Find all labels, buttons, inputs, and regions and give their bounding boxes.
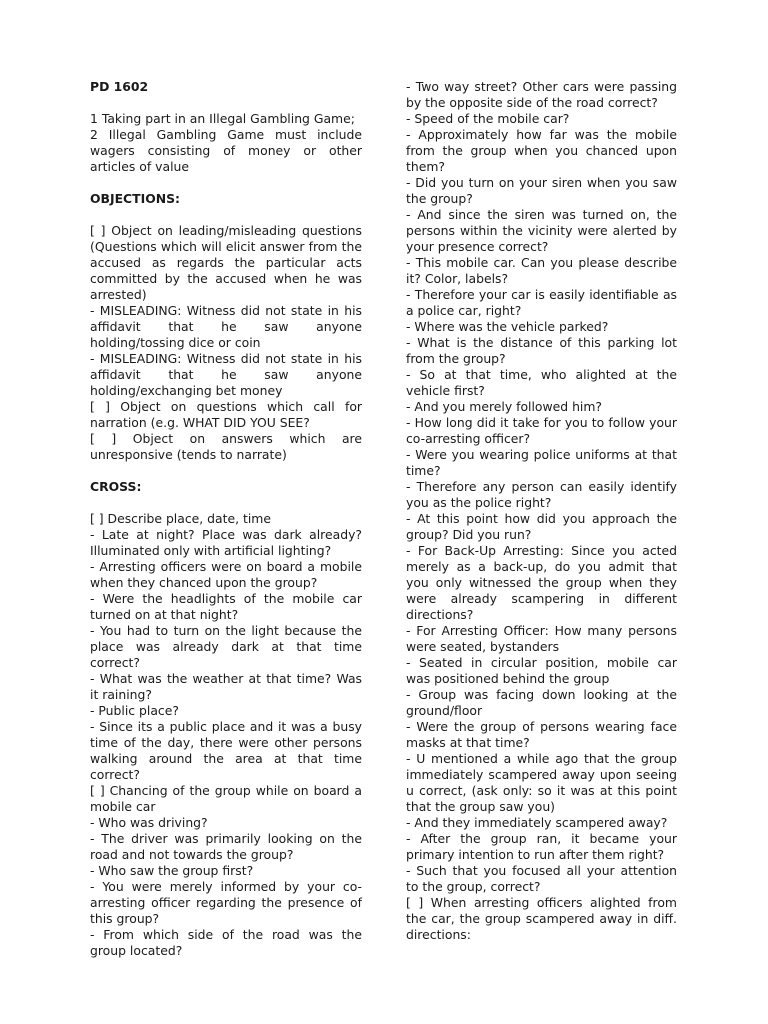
cross-item: - You had to turn on the light because the place was already dark at that time correct? (90, 623, 362, 670)
cross-item: [ ] Chancing of the group while on board a mobile car (90, 783, 362, 814)
cross-item: - And since the siren was turned on, the persons within the vicinity were alerted by your presence correct? (406, 207, 677, 254)
objection-item: - MISLEADING: Witness did not state in his affidavit that he saw anyone holding/tossing dice or coin (90, 303, 362, 350)
cross-item: - Approximately how far was the mobile from the group when you chanced upon them? (406, 127, 677, 174)
cross-item: - Who was driving? (90, 815, 208, 830)
element-item: 2 Illegal Gambling Game must include wagers consisting of money or other articles of value (90, 127, 362, 174)
cross-item: - What is the distance of this parking lot from the group? (406, 335, 677, 366)
cross-item: [ ] When arresting officers alighted from the car, the group scampered away in diff. directions: (406, 895, 677, 942)
cross-item: - Were the group of persons wearing face masks at that time? (406, 719, 677, 750)
cross-item: - Therefore any person can easily identify you as the police right? (406, 479, 677, 510)
left-column (90, 79, 362, 959)
cross-item: [ ] Describe place, date, time (90, 511, 271, 526)
cross-item: - This mobile car. Can you please describe it? Color, labels? (406, 255, 677, 286)
cross-item: - Were you wearing police uniforms at that time? (406, 447, 677, 478)
cross-item: - Two way street? Other cars were passing by the opposite side of the road correct? (406, 79, 677, 110)
cross-item: - Late at night? Place was dark already? Illuminated only with artificial lighting? (90, 527, 362, 558)
document-title: PD 1602 (90, 79, 149, 94)
cross-heading: CROSS: (90, 479, 142, 494)
cross-item: - Public place? (90, 703, 179, 718)
objection-item: [ ] Object on questions which call for narration (e.g. WHAT DID YOU SEE? (90, 399, 362, 430)
cross-item: - And you merely followed him? (406, 399, 603, 414)
cross-item: - Were the headlights of the mobile car turned on at that night? (90, 591, 362, 622)
cross-item: - U mentioned a while ago that the group immediately scampered away upon seeing u correct, (ask only: so it was at this point that the group saw you) (406, 751, 677, 814)
cross-item: - Such that you focused all your attention to the group, correct? (406, 863, 677, 894)
cross-item: - How long did it take for you to follow your co-arresting officer? (406, 415, 677, 446)
objection-item: [ ] Object on answers which are unresponsive (tends to narrate) (90, 431, 362, 462)
cross-item: - At this point how did you approach the group? Did you run? (406, 511, 677, 542)
cross-item: - The driver was primarily looking on the road and not towards the group? (90, 831, 362, 862)
cross-item: - Since its a public place and it was a busy time of the day, there were other persons walking around the area at that time correct? (90, 719, 362, 782)
cross-item: - So at that time, who alighted at the vehicle first? (406, 367, 677, 398)
cross-item: - What was the weather at that time? Was it raining? (90, 671, 362, 702)
objections-heading: OBJECTIONS: (90, 191, 180, 206)
cross-item: - Group was facing down looking at the ground/floor (406, 687, 677, 718)
cross-item: - Did you turn on your siren when you saw the group? (406, 175, 677, 206)
cross-item: - You were merely informed by your co-arresting officer regarding the presence of this group? (90, 879, 362, 926)
right-column (406, 79, 677, 943)
element-item: 1 Taking part in an Illegal Gambling Game; (90, 111, 355, 126)
cross-item: - Who saw the group first? (90, 863, 254, 878)
cross-item: - For Back-Up Arresting: Since you acted merely as a back-up, do you admit that you only witnessed the group when they were already scampering in different directions? (406, 543, 677, 622)
cross-item: - Arresting officers were on board a mobile when they chanced upon the group? (90, 559, 362, 590)
cross-item: - And they immediately scampered away? (406, 815, 668, 830)
cross-item: - From which side of the road was the group located? (90, 927, 362, 958)
objection-item: - MISLEADING: Witness did not state in his affidavit that he saw anyone holding/exchanging bet money (90, 351, 362, 398)
objection-item: [ ] Object on leading/misleading questions (Questions which will elicit answer from the accused as regards the particular acts committed by the accused when he was arrested) (90, 223, 362, 302)
cross-item: - Where was the vehicle parked? (406, 319, 609, 334)
cross-item: - For Arresting Officer: How many persons were seated, bystanders (406, 623, 677, 654)
cross-item: - Speed of the mobile car? (406, 111, 570, 126)
cross-item: - Seated in circular position, mobile car was positioned behind the group (406, 655, 677, 686)
cross-item: - After the group ran, it became your primary intention to run after them right? (406, 831, 677, 862)
cross-item: - Therefore your car is easily identifiable as a police car, right? (406, 287, 677, 318)
